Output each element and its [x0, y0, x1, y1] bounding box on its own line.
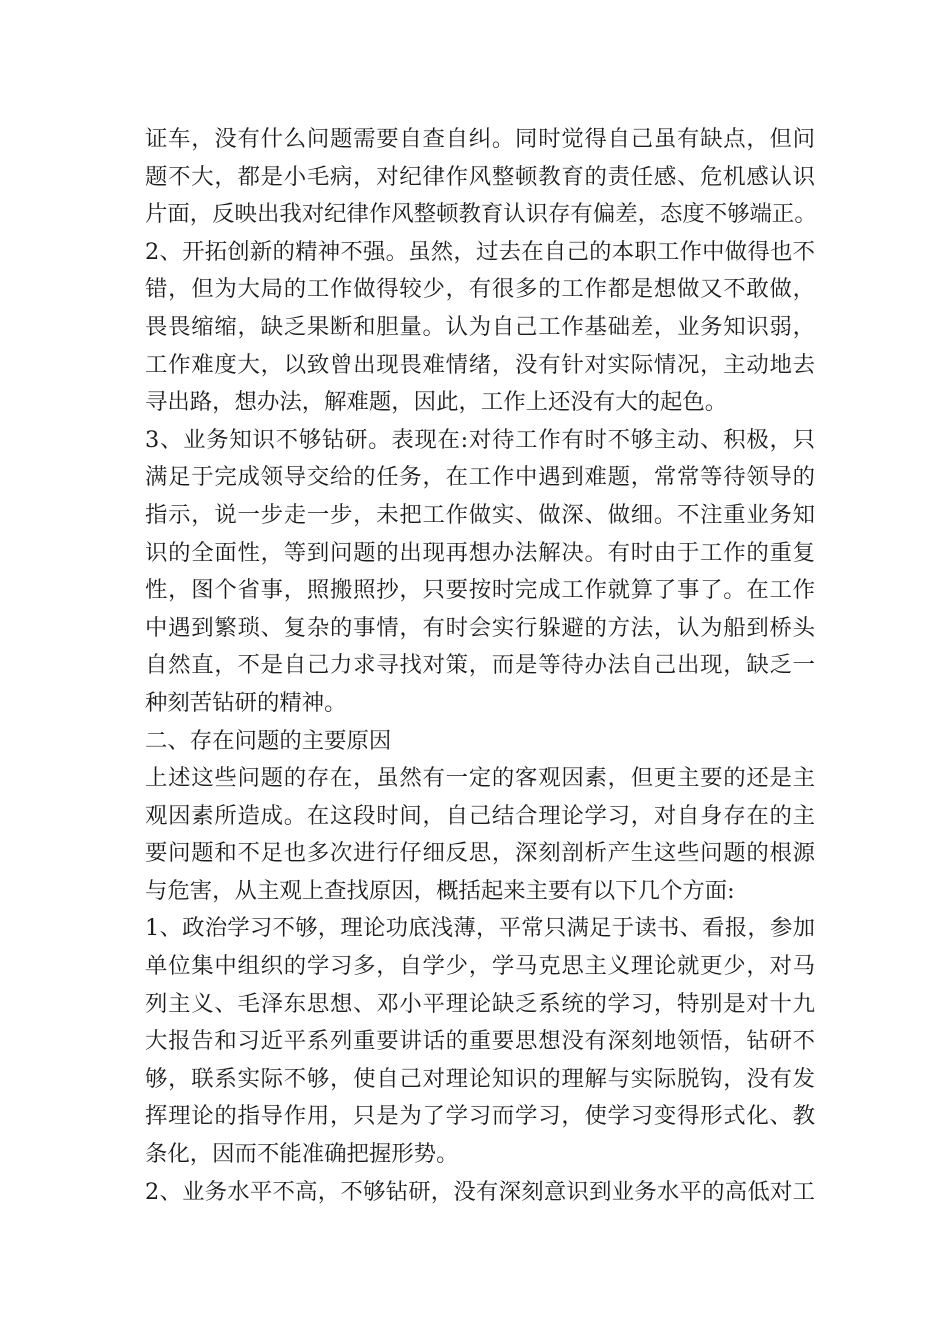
- text-line: 单位集中组织的学习多，自学少，学马克思主义理论就更少，对马: [145, 953, 815, 980]
- text-line: 条化，因而不能准确把握形势。: [145, 1141, 459, 1168]
- text-line: 观因素所造成。在这段时间，自己结合理论学习，对自身存在的主: [145, 802, 815, 829]
- text-line: 识的全面性，等到问题的出现再想办法解决。有时由于工作的重复: [145, 539, 815, 566]
- text-line: 2、开拓创新的精神不强。虽然，过去在自己的本职工作中做得也不: [145, 238, 815, 265]
- text-line: 上述这些问题的存在，虽然有一定的客观因素，但更主要的还是主: [145, 765, 815, 792]
- text-line: 种刻苦钻研的精神。: [145, 689, 347, 716]
- text-line: 寻出路，想办法，解难题，因此，工作上还没有大的起色。: [145, 389, 728, 416]
- text-line: 二、存在问题的主要原因: [145, 727, 392, 754]
- text-line: 题不大，都是小毛病，对纪律作风整顿教育的责任感、危机感认识: [145, 163, 815, 190]
- text-line: 畏畏缩缩，缺乏果断和胆量。认为自己工作基础差，业务知识弱，: [145, 313, 815, 340]
- text-line: 性，图个省事，照搬照抄，只要按时完成工作就算了事了。在工作: [145, 577, 815, 604]
- text-line: 工作难度大，以致曾出现畏难情绪，没有针对实际情况，主动地去: [145, 351, 815, 378]
- text-line: 中遇到繁琐、复杂的事情，有时会实行躲避的方法，认为船到桥头: [145, 614, 815, 641]
- text-line: 片面，反映出我对纪律作风整顿教育认识存有偏差，态度不够端正。: [145, 201, 817, 228]
- text-line: 2、业务水平不高，不够钻研，没有深刻意识到业务水平的高低对工: [145, 1178, 815, 1205]
- text-line: 要问题和不足也多次进行仔细反思，深刻剖析产生这些问题的根源: [145, 840, 815, 867]
- text-line: 挥理论的指导作用，只是为了学习而学习，使学习变得形式化、教: [145, 1103, 815, 1130]
- text-line: 3、业务知识不够钻研。表现在:对待工作有时不够主动、积极，只: [145, 426, 815, 453]
- text-line: 大报告和习近平系列重要讲话的重要思想没有深刻地领悟，钻研不: [145, 1028, 815, 1055]
- text-line: 1、政治学习不够，理论功底浅薄，平常只满足于读书、看报，参加: [145, 915, 815, 942]
- text-line: 与危害，从主观上查找原因，概括起来主要有以下几个方面:: [145, 877, 735, 904]
- text-line: 错，但为大局的工作做得较少，有很多的工作都是想做又不敢做，: [145, 276, 815, 303]
- text-line: 指示，说一步走一步，未把工作做实、做深、做细。不注重业务知: [145, 501, 815, 528]
- text-line: 列主义、毛泽东思想、邓小平理论缺乏系统的学习，特别是对十九: [145, 990, 815, 1017]
- text-line: 自然直，不是自己力求寻找对策，而是等待办法自己出现，缺乏一: [145, 652, 815, 679]
- text-line: 够，联系实际不够，使自己对理论知识的理解与实际脱钩，没有发: [145, 1065, 815, 1092]
- text-line: 证车，没有什么问题需要自查自纠。同时觉得自己虽有缺点，但问: [145, 126, 815, 152]
- document-body: [145, 121, 815, 1211]
- text-line: 满足于完成领导交给的任务，在工作中遇到难题，常常等待领导的: [145, 464, 815, 491]
